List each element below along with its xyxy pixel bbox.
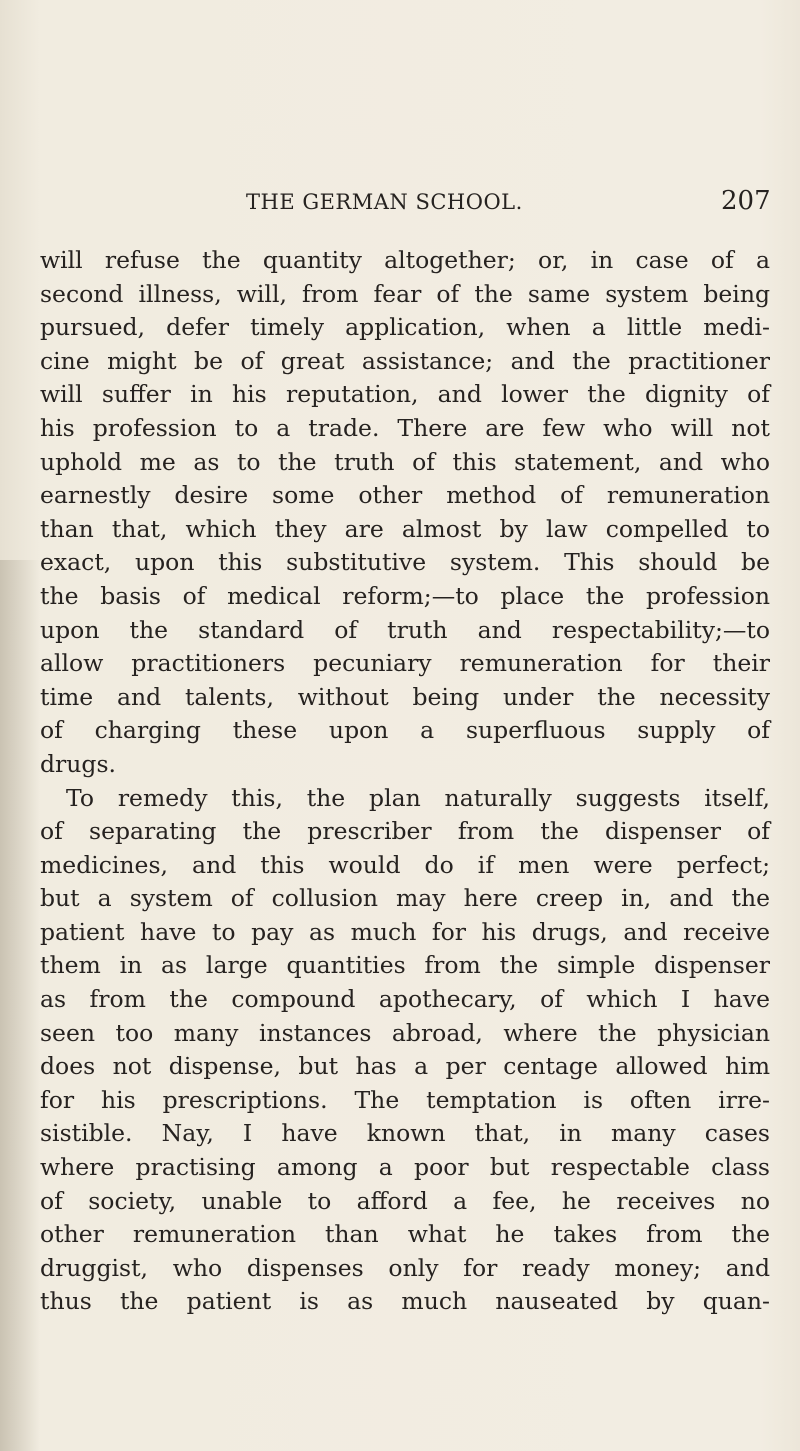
paragraph-2 [40,782,770,1320]
paragraph-1 [40,244,770,782]
text-line: will suffer in his reputation, and lower the dignity of [40,380,770,409]
text-line: To remedy this, the plan naturally suggests itself, [66,783,770,812]
text-line: of charging these upon a superfluous supply of [40,716,770,745]
text-line: medicines, and this would do if men were perfect; [40,850,770,879]
text-line: seen too many instances abroad, where the physician [40,1018,770,1047]
text-line: them in as large quantities from the simple dispenser [40,951,770,980]
text-line: of separating the prescriber from the dispenser of [40,817,770,846]
text-line: where practising among a poor but respectable class [40,1153,770,1182]
text-line: thus the patient is as much nauseated by quan- [40,1287,770,1316]
text-line: earnestly desire some other method of remuneration [40,481,770,510]
text-line: of society, unable to afford a fee, he receives no [40,1186,770,1215]
text-line: upon the standard of truth and respectability;—to [40,615,770,644]
text-line: sistible. Nay, I have known that, in many cases [40,1119,770,1148]
text-line: does not dispense, but has a per centage allowed him [40,1052,770,1081]
text-line: his profession to a trade. There are few who will not [40,413,770,442]
text-line: than that, which they are almost by law compelled to [40,514,770,543]
text-line: patient have to pay as much for his drugs, and receive [40,917,770,946]
text-line: second illness, will, from fear of the same system being [40,279,770,308]
text-line: will refuse the quantity altogether; or, in case of a [40,246,770,274]
gutter-shadow [0,560,40,1451]
text-line: druggist, who dispenses only for ready money; and [40,1253,770,1282]
text-line: exact, upon this substitutive system. This should be [40,548,770,577]
text-line: pursued, defer timely application, when a little medi- [40,313,770,342]
text-line: but a system of collusion may here creep in, and the [40,884,770,913]
text-line: cine might be of great assistance; and the practitioner [40,346,770,375]
running-head [246,186,771,220]
text-line: time and talents, without being under the necessity [40,682,770,711]
text-line: the basis of medical reform;—to place the profession [40,581,770,610]
page-number: 207 [721,186,771,216]
body-text [40,244,770,1319]
text-line: allow practitioners pecuniary remuneration for their [40,649,770,678]
text-line: other remuneration than what he takes from the [40,1220,770,1249]
text-line: as from the compound apothecary, of which I have [40,985,770,1014]
text-line: uphold me as to the truth of this statement, and who [40,447,770,476]
text-line: drugs. [40,749,116,778]
running-head-title: THE GERMAN SCHOOL. [246,190,523,214]
text-line: for his prescriptions. The temptation is often irre- [40,1085,770,1114]
